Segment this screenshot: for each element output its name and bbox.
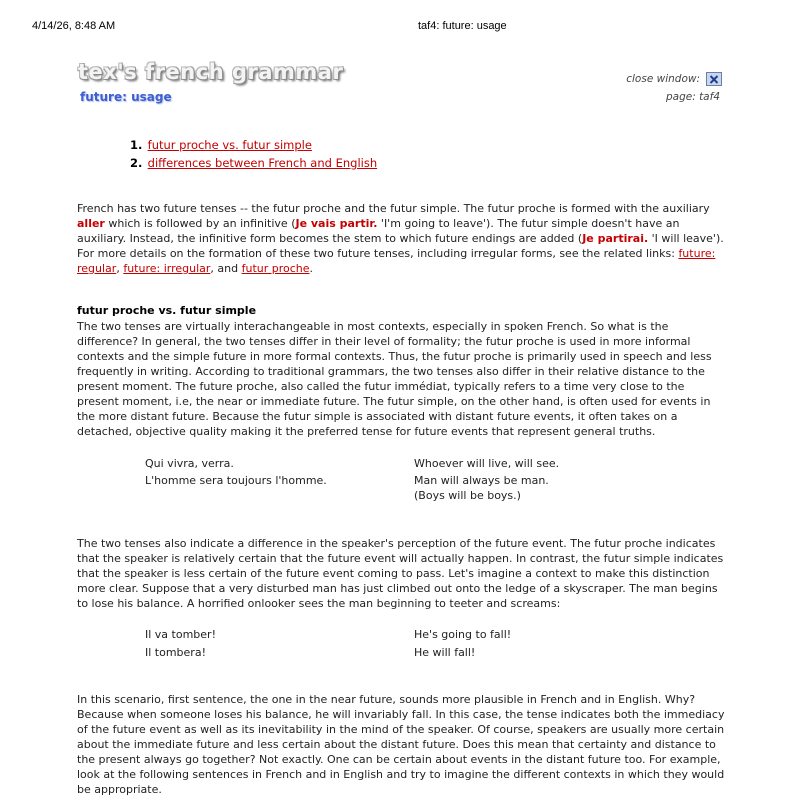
intro-text: , and: [210, 262, 242, 275]
print-page-title: taf4: future: usage: [418, 20, 507, 32]
example-french: Qui vivra, verra.: [145, 457, 234, 470]
section-heading: futur proche vs. futur simple: [77, 304, 257, 317]
intro-text: 'I'm going to leave'). The futur simple doesn't have an auxiliary. Instead, the infinitive form becomes the stem to which future endings are added (: [77, 217, 680, 245]
example-english-gloss: (Boys will be boys.): [414, 489, 521, 502]
toc-item: [130, 154, 377, 172]
toc-number: 2.: [130, 156, 143, 170]
site-logo[interactable]: tex's french grammar: [78, 60, 344, 84]
table-of-contents: [130, 136, 377, 172]
page-id-label: page: taf4: [665, 91, 720, 103]
close-x-icon[interactable]: [706, 72, 722, 86]
section-paragraph-1: The two tenses are virtually interachangeable in most contexts, especially in spoken French. So what is the difference? In general, the two tenses differ in their level of formality; the futur proche is used in more informal contexts and the simple future in more formal contexts. Thus, the futur proche is primarily used in speech and less frequently in writing. According to traditional grammars, the two tenses also differ in their relative distance to the present moment. The future proche, also called the futur immédiat, typically refers to a time very close to the present moment, i.e, the near or immediate future. The futur simple, on the other hand, is often used for events in the more distant future. Because the futur simple is associated with distant future events, it often takes on a detached, objective quality making it the preferred tense for future events that represent general truths.: [77, 320, 712, 438]
example-je-partirai: Je partirai.: [582, 232, 649, 245]
example-french: Il va tomber!: [145, 628, 216, 641]
toc-link-futur-proche-vs-simple[interactable]: futur proche vs. futur simple: [147, 138, 312, 152]
intro-text: .: [309, 262, 314, 275]
toc-item: [130, 136, 377, 154]
print-date: 4/14/26, 8:48 AM: [32, 20, 116, 32]
link-future-regular[interactable]: future: regular: [77, 247, 716, 275]
toc-link-differences[interactable]: differences between French and English: [147, 156, 378, 170]
section-paragraph-2: The two tenses also indicate a difference in the speaker's perception of the future event. The futur proche indicates that the speaker is relatively certain that the future event will actually happen. In contrast, the futur simple indicates that the speaker is less certain of the future event coming to pass. Let's imagine a context to make this distinction more clear. Suppose that a very disturbed man has just climbed out onto the ledge of a skyscraper. The man begins to lose his balance. A horrified onlooker sees the man beginning to teeter and screams:: [77, 537, 724, 610]
example-english: Whoever will live, will see.: [414, 457, 560, 470]
toc-number: 1.: [130, 138, 143, 152]
close-window-row: [626, 72, 722, 86]
intro-text: 'I will leave'). For more details on the formation of these two future tenses, including irregular forms, see the related links:: [77, 232, 724, 260]
example-french: L'homme sera toujours l'homme.: [145, 474, 327, 487]
example-english: He will fall!: [414, 646, 476, 659]
example-je-vais-partir: Je vais partir.: [295, 217, 378, 230]
intro-text: ,: [116, 262, 124, 275]
example-english: He's going to fall!: [414, 628, 512, 641]
example-english: Man will always be man.: [414, 474, 549, 487]
keyword-aller: aller: [77, 217, 105, 230]
intro-paragraph: [77, 201, 729, 276]
intro-text: which is followed by an infinitive (: [104, 217, 296, 230]
intro-text: French has two future tenses -- the futur proche and the futur simple. The futur proche is formed with the auxiliary: [77, 202, 710, 215]
link-future-irregular[interactable]: future: irregular: [123, 262, 211, 275]
close-window-label: close window:: [626, 73, 700, 85]
link-futur-proche[interactable]: futur proche: [241, 262, 310, 275]
page-subtitle: future: usage: [80, 90, 172, 104]
section-paragraph-3: In this scenario, first sentence, the one in the near future, sounds more plausible in French and in English. Why? Because when someone loses his balance, he will invariably fall. In this case, the tense indicates both the immediacy of the future event as well as its inevitability in the mind of the speaker. Of course, speakers are usually more certain about the immediate future and less certain about the distant future. Does this mean that certainty and distance to the present always go together? Not exactly. One can be certain about events in the distant future too. For example, look at the following sentences in French and in English and try to imagine the different contexts in which they would be appropriate.: [77, 693, 725, 796]
example-french: Il tombera!: [145, 646, 206, 659]
